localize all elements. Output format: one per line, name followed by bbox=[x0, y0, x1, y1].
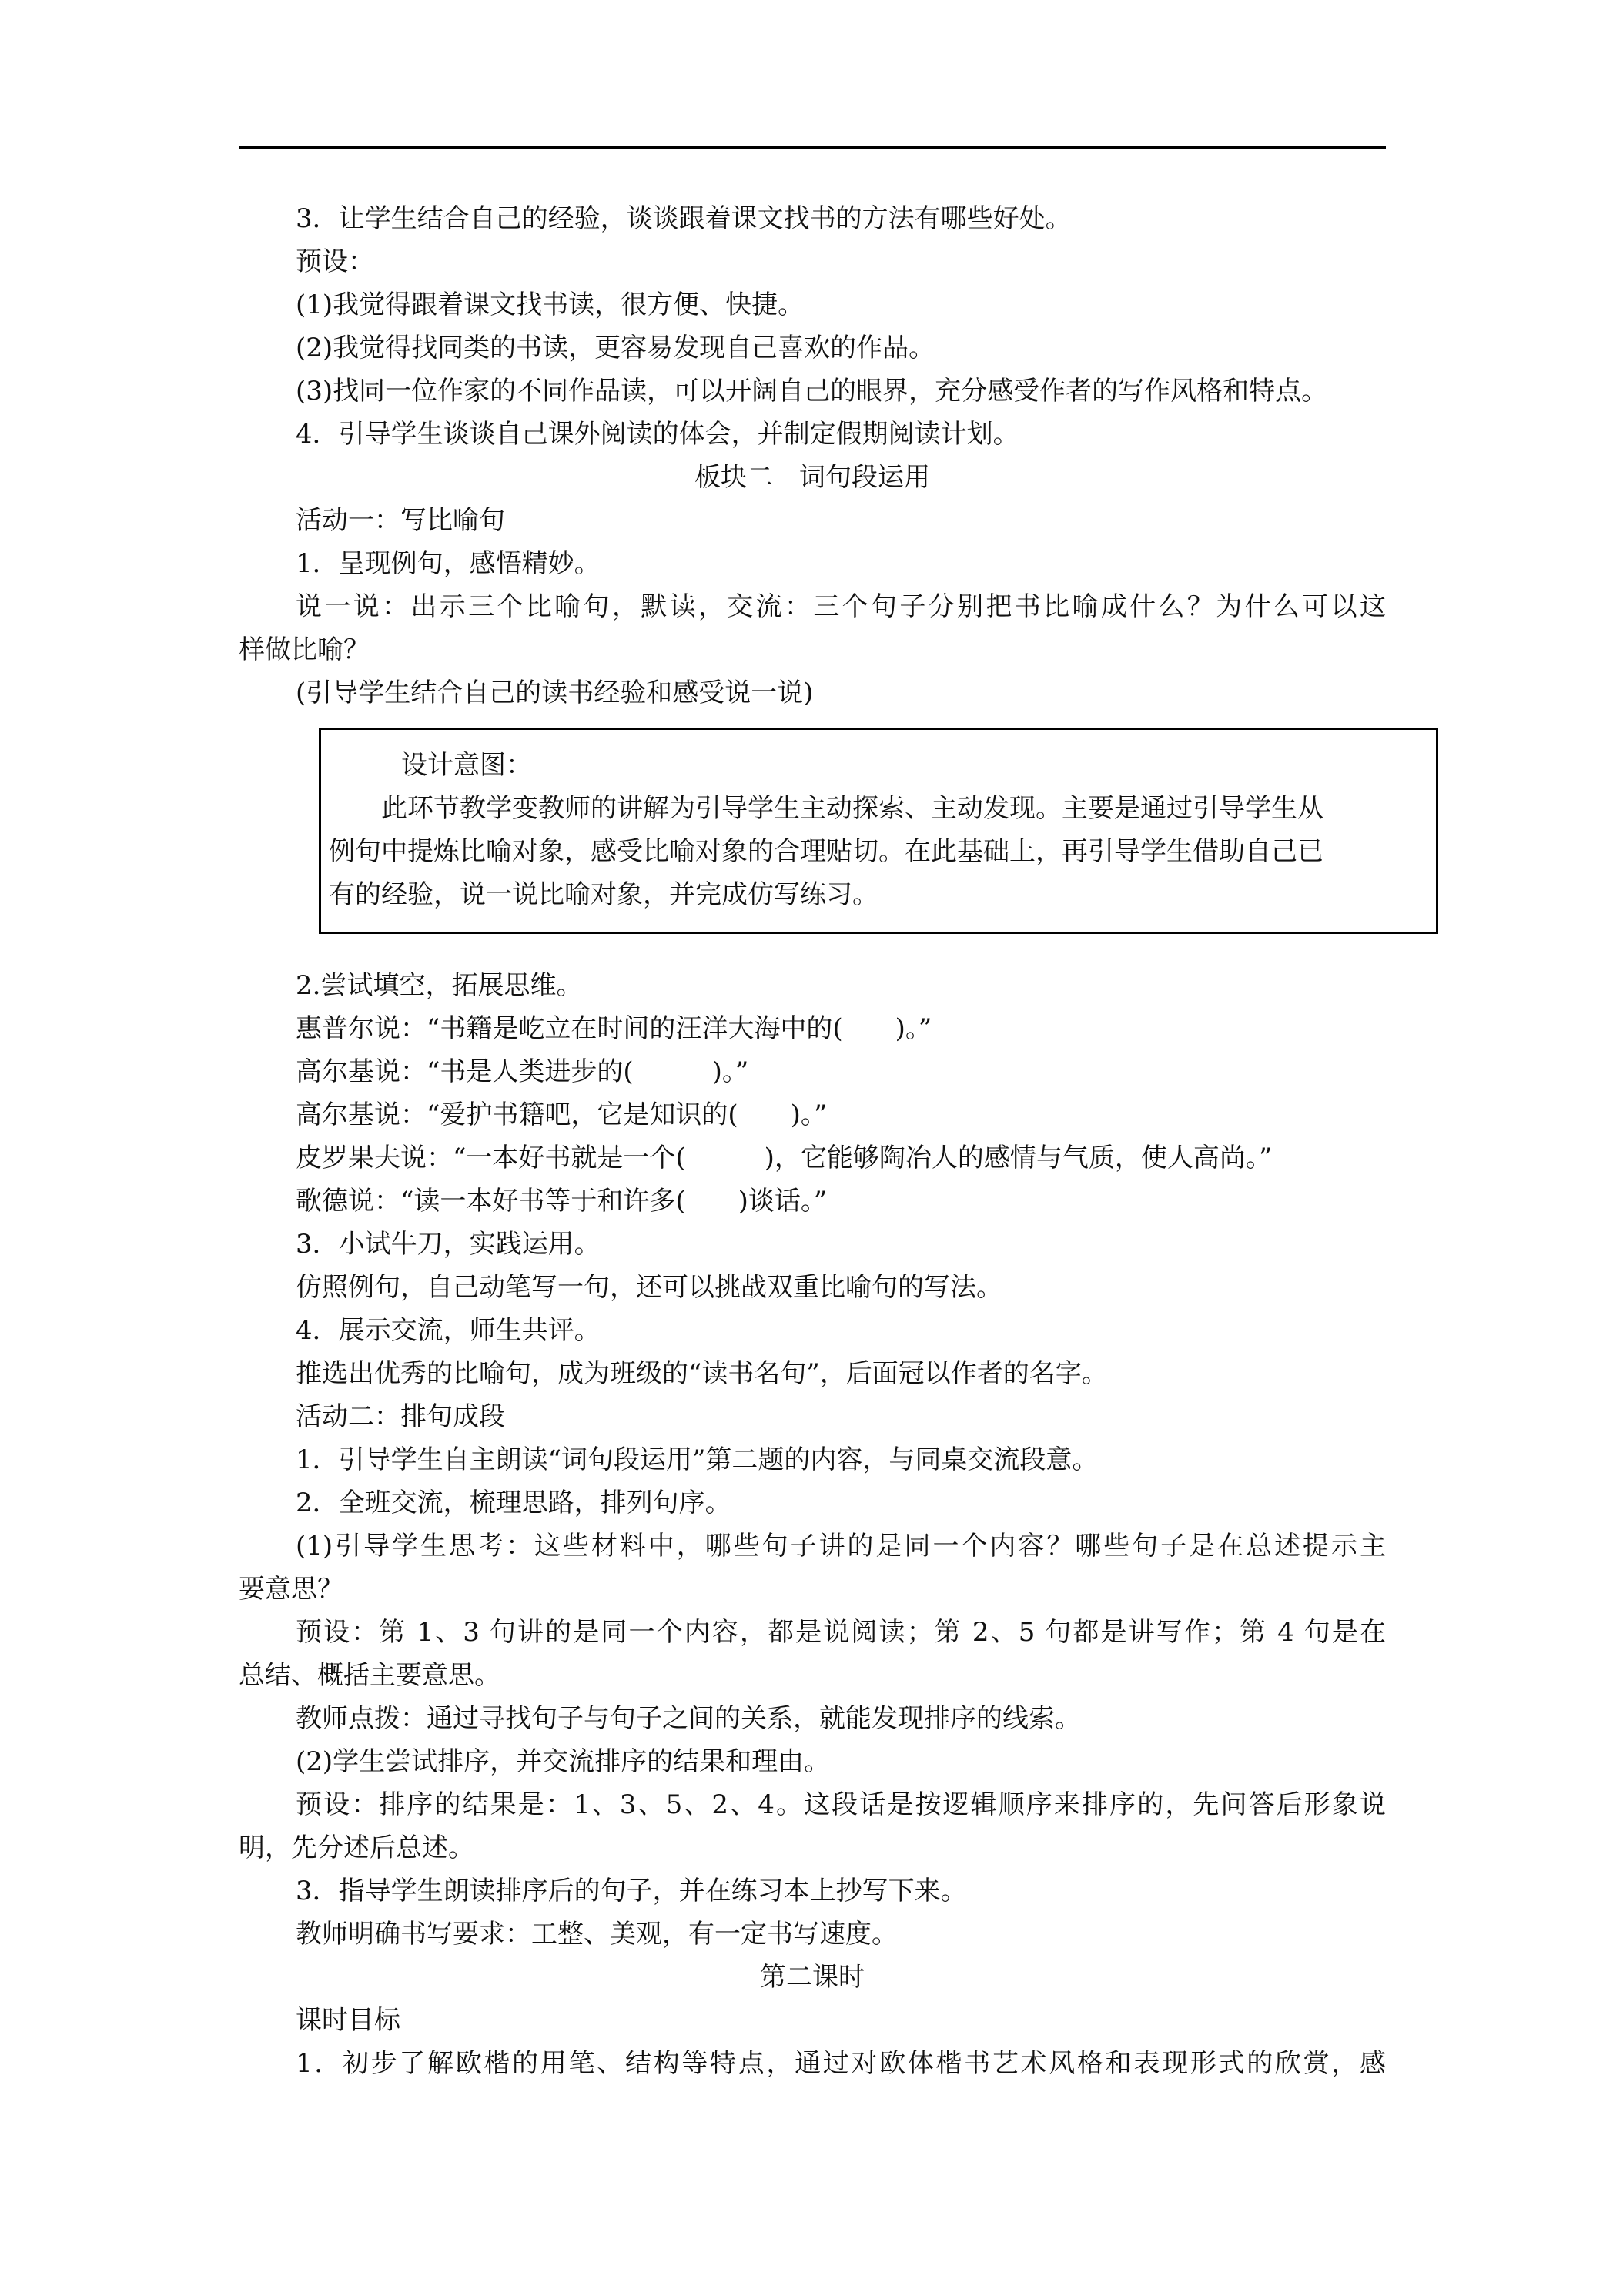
paragraph-line: 1．初步了解欧楷的用笔、结构等特点，通过对欧体楷书艺术风格和表现形式的欣赏，感 bbox=[296, 2048, 1386, 2079]
lesson-heading: 第二课时 bbox=[760, 1962, 865, 1993]
paragraph-line: 推选出优秀的比喻句，成为班级的“读书名句”，后面冠以作者的名字。 bbox=[296, 1358, 1108, 1389]
quote-line: 皮罗果夫说：“一本好书就是一个( )，它能够陶冶人的感情与气质，使人高尚。” bbox=[296, 1143, 1273, 1173]
paragraph-line: 4．引导学生谈谈自己课外阅读的体会，并制定假期阅读计划。 bbox=[296, 419, 1019, 450]
paragraph-line: 1．呈现例句，感悟精妙。 bbox=[296, 548, 601, 579]
paragraph-line: 要意思？ bbox=[239, 1574, 343, 1605]
paragraph-line: 样做比喻？ bbox=[239, 634, 370, 665]
paragraph-line: (2)我觉得找同类的书读，更容易发现自己喜欢的作品。 bbox=[296, 333, 935, 363]
paragraph-line: 仿照例句，自己动笔写一句，还可以挑战双重比喻句的写法。 bbox=[296, 1272, 1002, 1303]
paragraph-line: (1)我觉得跟着课文找书读，很方便、快捷。 bbox=[296, 290, 805, 320]
activity-heading: 活动二：排句成段 bbox=[296, 1401, 505, 1432]
paragraph-line: 1．引导学生自主朗读“词句段运用”第二题的内容，与同桌交流段意。 bbox=[296, 1444, 1099, 1475]
quote-line: 高尔基说：“爱护书籍吧，它是知识的( )。” bbox=[296, 1099, 828, 1130]
box-title: 设计意图： bbox=[401, 750, 532, 781]
objectives-heading: 课时目标 bbox=[296, 2005, 400, 2036]
paragraph-line: (2)学生尝试排序，并交流排序的结果和理由。 bbox=[296, 1746, 831, 1777]
box-line: 例句中提炼比喻对象，感受比喻对象的合理贴切。在此基础上，再引导学生借助自己已 bbox=[329, 836, 1323, 867]
paragraph-line: 预设： bbox=[296, 246, 374, 277]
paragraph-line: 2．全班交流，梳理思路，排列句序。 bbox=[296, 1488, 731, 1518]
section-heading: 板块二 词句段运用 bbox=[694, 462, 930, 493]
paragraph-line: (1)引导学生思考：这些材料中，哪些句子讲的是同一个内容？哪些句子是在总述提示主 bbox=[296, 1531, 1386, 1561]
paragraph-line: 3．小试牛刀，实践运用。 bbox=[296, 1229, 601, 1260]
paragraph-line: 3．指导学生朗读排序后的句子，并在练习本上抄写下来。 bbox=[296, 1876, 967, 1906]
header-rule bbox=[239, 146, 1386, 149]
paragraph-line: (引导学生结合自己的读书经验和感受说一说) bbox=[296, 678, 814, 708]
paragraph-line: 说一说：出示三个比喻句，默读，交流：三个句子分别把书比喻成什么？为什么可以这 bbox=[296, 591, 1386, 622]
paragraph-line: 4．展示交流，师生共评。 bbox=[296, 1315, 601, 1346]
paragraph-line: 总结、概括主要意思。 bbox=[239, 1660, 500, 1691]
quote-line: 高尔基说：“书是人类进步的( )。” bbox=[296, 1056, 749, 1087]
box-line: 此环节教学变教师的讲解为引导学生主动探索、主动发现。主要是通过引导学生从 bbox=[381, 793, 1323, 824]
activity-heading: 活动一：写比喻句 bbox=[296, 505, 505, 536]
design-intent-box bbox=[319, 728, 1438, 934]
quote-line: 歌德说：“读一本好书等于和许多( )谈话。” bbox=[296, 1186, 828, 1217]
paragraph-line: 教师明确书写要求：工整、美观，有一定书写速度。 bbox=[296, 1919, 898, 1950]
paragraph-line: 明，先分述后总述。 bbox=[239, 1832, 474, 1863]
quote-line: 惠普尔说：“书籍是屹立在时间的汪洋大海中的( )。” bbox=[296, 1013, 932, 1044]
paragraph-line: 预设：排序的结果是：1、3、5、2、4。这段话是按逻辑顺序来排序的，先问答后形象说 bbox=[296, 1789, 1386, 1820]
paragraph-line: (3)找同一位作家的不同作品读，可以开阔自己的眼界，充分感受作者的写作风格和特点。 bbox=[296, 376, 1328, 407]
paragraph-line: 预设：第 1、3 句讲的是同一个内容，都是说阅读；第 2、5 句都是讲写作；第 4 句是在 bbox=[296, 1617, 1386, 1648]
paragraph-line: 3．让学生结合自己的经验，谈谈跟着课文找书的方法有哪些好处。 bbox=[296, 203, 1072, 234]
paragraph-line: 教师点拨：通过寻找句子与句子之间的关系，就能发现排序的线索。 bbox=[296, 1703, 1081, 1734]
box-line: 有的经验，说一说比喻对象，并完成仿写练习。 bbox=[329, 879, 878, 910]
paragraph-line: 2.尝试填空，拓展思维。 bbox=[296, 970, 583, 1001]
